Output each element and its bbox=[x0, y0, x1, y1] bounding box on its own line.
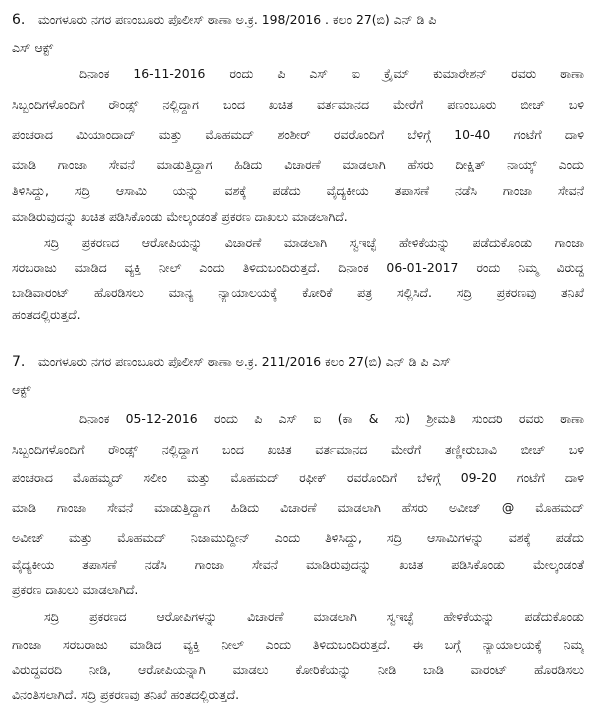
case-7-para-1-line-6: ವೈದ್ಯಕೀಯ ತಪಾಸಣೆ ನಡೆಸಿ ಗಾಂಜಾ ಸೇವನೆ ಮಾಡಿರುವುದನ್ನು ಖಚಿತ ಪಡಿಸಿಕೊಂಡು ಮೇಲ್ಕಂಡಂತೆ bbox=[12, 557, 584, 572]
case-7-para-1-line-7: ಪ್ರಕರಣ ದಾಖಲು ಮಾಡಲಾಗಿದೆ. bbox=[12, 582, 139, 597]
case-7-para-2-line-3: ವಿರುದ್ಧವರದಿ ನೀಡಿ, ಆರೋಪಿಯನ್ನಾಗಿ ಮಾಡಲು ಕೋರಿಕೆಯನ್ನು ನೀಡಿ ಬಾಡಿ ವಾರಂಟ್ ಹೊರಡಿಸಲು bbox=[12, 662, 584, 677]
case-7-heading-line-2: ಆಕ್ಟ್ bbox=[12, 382, 31, 397]
case-6-para-1-line-1: ದಿನಾಂಕ 16-11-2016 ರಂದು ಪಿ ಎಸ್ ಐ ಕ್ರೈಮ್ ಕುಮಾರೇಶನ್ ರವರು ಠಾಣಾ bbox=[79, 66, 584, 81]
case-7-para-1-line-4: ಮಾಡಿ ಗಾಂಜಾ ಸೇವನೆ ಮಾಡುತ್ತಿದ್ದಾಗ ಹಿಡಿದು ವಿಚಾರಣೆ ಮಾಡಲಾಗಿ ಹೆಸರು ಅವೀಜ್ @ ಮೊಹಮದ್ bbox=[12, 500, 584, 515]
case-7-para-2-line-2: ಗಾಂಜಾ ಸರಬರಾಜು ಮಾಡಿದ ವ್ಯಕ್ತಿ ನೀಲ್ ಎಂದು ತಿಳಿದುಬಂದಿರುತ್ತದೆ. ಈ ಬಗ್ಗೆ ನ್ಯಾಯಾಲಯಕ್ಕೆ ನಿಮ್ಮ bbox=[12, 637, 584, 652]
case-6-para-2-line-4: ಹಂತದಲ್ಲಿರುತ್ತದೆ. bbox=[12, 307, 81, 322]
case-7-para-1-line-3: ಪಂಚರಾದ ಮೊಹಮ್ಮದ್ ಸಲೀಂ ಮತ್ತು ಮೊಹಮದ್ ರಫೀಕ್ ರವರೊಂದಿಗೆ ಬೆಳಿಗ್ಗೆ 09-20 ಗಂಟೆಗೆ ದಾಳಿ bbox=[12, 470, 584, 485]
case-6-para-1-line-2: ಸಿಬ್ಬಂದಿಗಳೊಂದಿಗೆ ರೌಂಡ್ಸ್ ನಲ್ಲಿದ್ದಾಗ ಬಂದ ಖಚಿತ ವರ್ತಮಾನದ ಮೇರೆಗೆ ಪಣಂಬೂರು ಬೀಚ್ ಬಳಿ bbox=[12, 97, 584, 112]
case-7-para-2-line-4: ವಿನಂತಿಸಲಾಗಿದೆ. ಸದ್ರಿ ಪ್ರಕರಣವು ತನಿಖೆ ಹಂತದಲ್ಲಿರುತ್ತದೆ. bbox=[12, 687, 240, 702]
case-7-para-2-line-1: ಸದ್ರಿ ಪ್ರಕರಣದ ಆರೋಪಿಗಳನ್ನು ವಿಚಾರಣೆ ಮಾಡಲಾಗಿ ಸ್ವಇಚ್ಛೆ ಹೇಳಿಕೆಯನ್ನು ಪಡೆದುಕೊಂಡು bbox=[44, 609, 584, 624]
case-6-heading-line-1: ಮಂಗಳೂರು ನಗರ ಪಣಂಬೂರು ಪೊಲೀಸ್ ಠಾಣಾ ಅ.ಕ್ರ. 198/2016 . ಕಲಂ 27(ಬಿ) ಎನ್ ಡಿ ಪಿ bbox=[38, 12, 437, 27]
case-7-heading-line-1: ಮಂಗಳೂರು ನಗರ ಪಣಂಬೂರು ಪೊಲೀಸ್ ಠಾಣಾ ಅ.ಕ್ರ. 211/2016 ಕಲಂ 27(ಬಿ) ಎನ್ ಡಿ ಪಿ ಎಸ್ bbox=[38, 354, 451, 369]
case-6-para-2-line-2: ಸರಬರಾಜು ಮಾಡಿದ ವ್ಯಕ್ತಿ ನೀಲ್ ಎಂದು ತಿಳಿದುಬಂದಿರುತ್ತದೆ. ದಿನಾಂಕ 06-01-2017 ರಂದು ನಿಮ್ಮ ವಿರುದ್ಧ bbox=[12, 260, 584, 275]
case-7-para-1-line-1: ದಿನಾಂಕ 05-12-2016 ರಂದು ಪಿ ಎಸ್ ಐ (ಕಾ & ಸು) ಶ್ರೀಮತಿ ಸುಂದರಿ ರವರು ಠಾಣಾ bbox=[79, 411, 584, 426]
case-7-para-1-line-5: ಅವೀಜ್ ಮತ್ತು ಮೊಹಮದ್ ನಿಜಾಮುದ್ದೀನ್ ಎಂದು ತಿಳಿಸಿದ್ದು, ಸದ್ರಿ ಆಸಾಮಿಗಳನ್ನು ವಶಕ್ಕೆ ಪಡೆದು bbox=[12, 530, 584, 545]
case-7-para-1-line-2: ಸಿಬ್ಬಂದಿಗಳೊಂದಿಗೆ ರೌಂಡ್ಸ್ ನಲ್ಲಿದ್ದಾಗ ಬಂದ ಖಚಿತ ವರ್ತಮಾನದ ಮೇರೆಗೆ ತಣ್ಣೀರುಬಾವಿ ಬೀಚ್ ಬಳಿ bbox=[12, 442, 584, 457]
case-6-para-1-line-5: ತಿಳಿಸಿದ್ದು, ಸದ್ರಿ ಆಸಾಮಿ ಯನ್ನು ವಶಕ್ಕೆ ಪಡೆದು ವೈದ್ಯಕೀಯ ತಪಾಸಣೆ ನಡೆಸಿ ಗಾಂಜಾ ಸೇವನೆ bbox=[12, 183, 584, 198]
case-6-para-1-line-4: ಮಾಡಿ ಗಾಂಜಾ ಸೇವನೆ ಮಾಡುತ್ತಿದ್ದಾಗ ಹಿಡಿದು ವಿಚಾರಣೆ ಮಾಡಲಾಗಿ ಹೆಸರು ದೀಕ್ಷಿತ್ ನಾಯ್ಕ್ ಎಂದು bbox=[12, 157, 584, 172]
case-6-number: 6. bbox=[12, 12, 26, 28]
case-7-number: 7. bbox=[12, 354, 26, 370]
case-6-para-2-line-3: ಬಾಡಿವಾರಂಟ್ ಹೊರಡಿಸಲು ಮಾನ್ಯ ನ್ಯಾಯಾಲಯಕ್ಕೆ ಕೋರಿಕೆ ಪತ್ರ ಸಲ್ಲಿಸಿದೆ. ಸದ್ರಿ ಪ್ರಕರಣವು ತನಿಖೆ bbox=[12, 285, 584, 300]
case-6-heading-line-2: ಎಸ್ ಆಕ್ಟ್ bbox=[12, 40, 54, 55]
case-6-para-1-line-6: ಮಾಡಿರುವುದನ್ನು ಖಚಿತ ಪಡಿಸಿಕೊಂಡು ಮೇಲ್ಕಂಡಂತೆ ಪ್ರಕರಣ ದಾಖಲು ಮಾಡಲಾಗಿದೆ. bbox=[12, 209, 348, 224]
case-6-para-1-line-3: ಪಂಚರಾದ ಮಿಯಾಂದಾದ್ ಮತ್ತು ಮೊಹಮದ್ ಶಂಶೀರ್ ರವರೊಂದಿಗೆ ಬೆಳಿಗ್ಗೆ 10-40 ಗಂಟೆಗೆ ದಾಳಿ bbox=[12, 127, 584, 142]
case-6-para-2-line-1: ಸದ್ರಿ ಪ್ರಕರಣದ ಆರೋಪಿಯನ್ನು ವಿಚಾರಣೆ ಮಾಡಲಾಗಿ ಸ್ವಇಚ್ಛೆ ಹೇಳಿಕೆಯನ್ನು ಪಡೆದುಕೊಂಡು ಗಾಂಜಾ bbox=[44, 235, 584, 250]
